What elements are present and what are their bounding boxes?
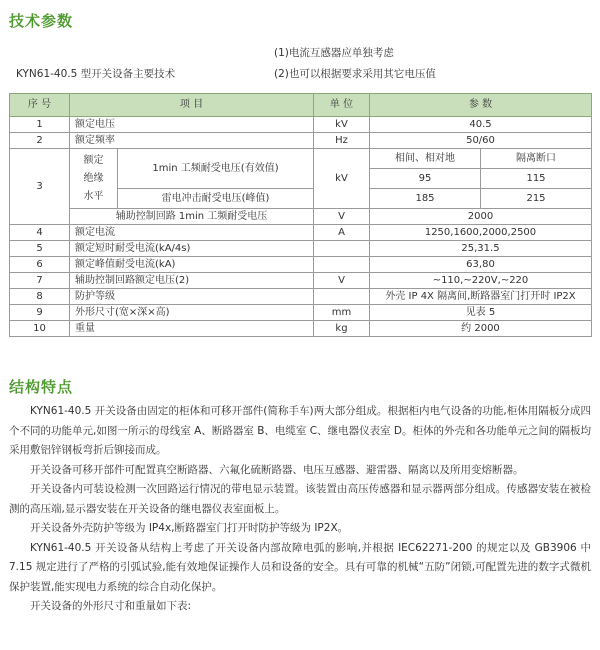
paragraph: 开关设备外壳防护等级为 IP4x,断路器室门打开时防护等级为 IP2X。 [30, 522, 349, 534]
cell-item: 重量 [70, 321, 314, 337]
table-row [10, 273, 592, 289]
cell-no: 2 [10, 133, 70, 149]
cell-insulation-group: 额定 绝缘 水平 [70, 149, 118, 209]
cell-no: 4 [10, 225, 70, 241]
cell-value: 约 2000 [370, 321, 592, 337]
paragraph: KYN61-40.5 开关设备从结构上考虑了开关设备内部故障电弧的影响,并根据 IEC62271-200 的规定以及 GB3906 中 7.15 规定进行了严格的引弧试验,能有效地保证操作人员和设备的安全。具有可靠的机械“五防”闭锁,可配置先进的数字式微机保护装置,能实现电力系统的综合自动化保护。 [9, 541, 591, 593]
cell-no: 6 [10, 257, 70, 273]
cell-value: 40.5 [370, 117, 592, 133]
cell-unit: kg [314, 321, 370, 337]
cell-unit: V [314, 209, 370, 225]
table-row [10, 225, 592, 241]
section-heading-technical-params: 技术参数 [9, 12, 74, 30]
cell-no: 3 [10, 149, 70, 225]
subheader-isolation: 隔离断口 [481, 149, 592, 169]
cell-item: 外形尺寸(宽×深×高) [70, 305, 314, 321]
cell-value: 95 [370, 169, 481, 189]
table-row [10, 257, 592, 273]
paragraph: 开关设备的外形尺寸和重量如下表: [30, 600, 192, 612]
table-row [10, 289, 592, 305]
section-heading-structure: 结构特点 [9, 378, 74, 396]
cell-unit: mm [314, 305, 370, 321]
cell-no: 9 [10, 305, 70, 321]
cell-unit [314, 289, 370, 305]
cell-item: 1min 工频耐受电压(有效值) [118, 149, 314, 189]
cell-no: 5 [10, 241, 70, 257]
paragraph: 开关设备内可装设检测一次回路运行情况的带电显示装置。该装置由高压传感器和显示器两部分组成。传感器安装在被检测的高压端,显示器安装在开关设备的继电器仪表室面板上。 [9, 483, 591, 515]
cell-value: 63,80 [370, 257, 592, 273]
cell-item: 额定频率 [70, 133, 314, 149]
table-row [10, 133, 592, 149]
cell-item: 雷电冲击耐受电压(峰值) [118, 189, 314, 209]
cell-value: 185 [370, 189, 481, 209]
cell-no: 1 [10, 117, 70, 133]
paragraph: 开关设备可移开部件可配置真空断路器、六氟化硫断路器、电压互感器、避雷器、隔离以及所用变熔断器。 [30, 463, 524, 476]
cell-unit: kV [314, 149, 370, 209]
table-row [10, 241, 592, 257]
cell-no: 8 [10, 289, 70, 305]
table-row [10, 321, 592, 337]
table-header-row [10, 94, 592, 117]
technical-parameters-table [9, 93, 592, 337]
paragraph: KYN61-40.5 开关设备由固定的柜体和可移开部件(简称手车)两大部分组成。根据柜内电气设备的功能,柜体用隔板分成四个不同的功能单元,如图一所示的母线室 A、断路器室 B、电缆室 C、继电器仪表室 D。柜体的外壳和各功能单元之间的隔板均采用敷铝锌钢板弯折后铆接而成。 [9, 405, 591, 456]
cell-item: 额定峰值耐受电流(kA) [70, 257, 314, 273]
cell-unit [314, 257, 370, 273]
cell-item: 额定短时耐受电流(kA/4s) [70, 241, 314, 257]
table-row [10, 149, 592, 169]
cell-no: 7 [10, 273, 70, 289]
cell-value: 见表 5 [370, 305, 592, 321]
cell-value: 25,31.5 [370, 241, 592, 257]
table-row [10, 209, 592, 225]
cell-no: 10 [10, 321, 70, 337]
table-row [10, 117, 592, 133]
table-row [10, 305, 592, 321]
cell-unit: kV [314, 117, 370, 133]
cell-value: 50/60 [370, 133, 592, 149]
header-unit: 单 位 [314, 94, 370, 117]
cell-value: 215 [481, 189, 592, 209]
footnote-2: (2)也可以根据要求采用其它电压值 [274, 68, 436, 80]
cell-unit [314, 241, 370, 257]
cell-unit: V [314, 273, 370, 289]
cell-value: 1250,1600,2000,2500 [370, 225, 592, 241]
cell-value: 115 [481, 169, 592, 189]
cell-unit: A [314, 225, 370, 241]
cell-item: 防护等级 [70, 289, 314, 305]
subheader-phase: 相间、相对地 [370, 149, 481, 169]
cell-item: 额定电流 [70, 225, 314, 241]
cell-value: 外壳 IP 4X 隔离间,断路器室门打开时 IP2X [370, 289, 592, 305]
cell-item: 额定电压 [70, 117, 314, 133]
header-param: 参 数 [370, 94, 592, 117]
table-caption: KYN61-40.5 型开关设备主要技术 [16, 68, 176, 80]
header-no: 序 号 [10, 94, 70, 117]
header-item: 项 目 [70, 94, 314, 117]
cell-value: 2000 [370, 209, 592, 225]
footnote-1: (1)电流互感器应单独考虑 [274, 47, 394, 59]
cell-value: ~110,~220V,~220 [370, 273, 592, 289]
cell-unit: Hz [314, 133, 370, 149]
structure-description [9, 402, 591, 617]
cell-item: 辅助控制回路 1min 工频耐受电压 [70, 209, 314, 225]
cell-item: 辅助控制回路额定电压(2) [70, 273, 314, 289]
